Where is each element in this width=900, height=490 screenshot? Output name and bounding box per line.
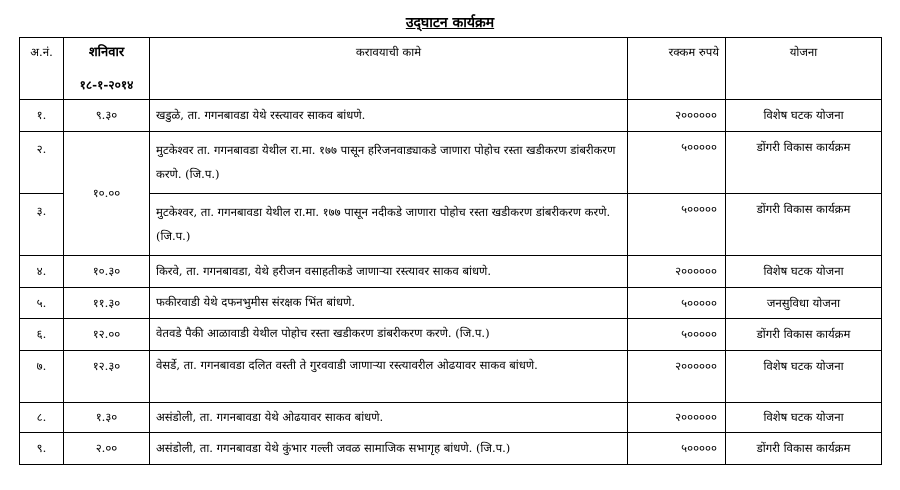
table-row xyxy=(20,100,882,132)
work-cell: किरवे, ता. गगनबावडा, येथे हरीजन वसाहतीकडे जाणाऱ्या रस्त्यावर साकव बांधणे. xyxy=(150,256,628,288)
table-row xyxy=(20,256,882,288)
scheme-cell: डोंगरी विकास कार्यक्रम xyxy=(726,318,882,350)
scheme-cell: विशेष घटक योजना xyxy=(726,256,882,288)
time-cell: १२.०० xyxy=(64,318,150,350)
table-row xyxy=(20,350,882,402)
sr-no-cell: ६. xyxy=(20,318,64,350)
header-day-date xyxy=(64,38,150,100)
work-cell: वेसर्डे, ता. गगनबावडा दलित वस्ती ते गुरववाडी जाणाऱ्या रस्त्यावरील ओढयावर साकव बांधणे. xyxy=(150,350,628,402)
amount-cell: ५००००० xyxy=(628,433,726,465)
amount-cell: ५००००० xyxy=(628,194,726,256)
work-cell: मुटकेश्वर, ता. गगनबावडा येथील रा.मा. १७७ पासून नदीकडे जाणारा पोहोच रस्ता खडीकरण डांबरीकरण करणे. (जि.प.) xyxy=(150,194,628,256)
table-row xyxy=(20,318,882,350)
work-cell: असंडोली, ता. गगनबावडा येथे कुंभार गल्ली जवळ सामाजिक सभागृह बांधणे. (जि.प.) xyxy=(150,433,628,465)
work-cell: असंडोली, ता. गगनबावडा येथे ओढयावर साकव बांधणे. xyxy=(150,402,628,433)
amount-cell: २०००००० xyxy=(628,350,726,402)
amount-cell: २०००००० xyxy=(628,100,726,132)
sr-no-cell: ८. xyxy=(20,402,64,433)
work-cell: मुटकेश्वर ता. गगनबावडा येथील रा.मा. १७७ पासून हरिजनवाड्याकडे जाणारा पोहोच रस्ता खडीकरण डांबरीकरण करणे. (जि.प.) xyxy=(150,132,628,194)
sr-no-cell: २. xyxy=(20,132,64,194)
table-row xyxy=(20,288,882,319)
time-cell: १.३० xyxy=(64,402,150,433)
inauguration-schedule-table xyxy=(19,37,882,465)
time-cell: ९.३० xyxy=(64,100,150,132)
time-cell: १०.०० xyxy=(64,132,150,256)
sr-no-cell: ४. xyxy=(20,256,64,288)
sr-no-cell: ३. xyxy=(20,194,64,256)
header-scheme: योजना xyxy=(726,38,882,100)
sr-no-cell: ९. xyxy=(20,433,64,465)
scheme-cell: डोंगरी विकास कार्यक्रम xyxy=(726,433,882,465)
time-cell: ११.३० xyxy=(64,288,150,319)
table-row xyxy=(20,433,882,465)
header-amount: रक्कम रुपये xyxy=(628,38,726,100)
table-row xyxy=(20,402,882,433)
work-cell: वेतवडे पैकी आळावाडी येथील पोहोच रस्ता खडीकरण डांबरीकरण करणे. (जि.प.) xyxy=(150,318,628,350)
amount-cell: ५००००० xyxy=(628,318,726,350)
scheme-cell: डोंगरी विकास कार्यक्रम xyxy=(726,132,882,194)
amount-cell: २०००००० xyxy=(628,402,726,433)
scheme-cell: विशेष घटक योजना xyxy=(726,100,882,132)
header-sr-no: अ.नं. xyxy=(20,38,64,100)
scheme-cell: विशेष घटक योजना xyxy=(726,350,882,402)
time-cell: २.०० xyxy=(64,433,150,465)
amount-cell: २०००००० xyxy=(628,256,726,288)
header-day: शनिवार xyxy=(88,45,125,60)
table-row xyxy=(20,194,882,256)
work-cell: फकीरवाडी येथे दफनभुमीस संरक्षक भिंत बांधणे. xyxy=(150,288,628,319)
sr-no-cell: १. xyxy=(20,100,64,132)
sr-no-cell: ५. xyxy=(20,288,64,319)
table-header-row xyxy=(20,38,882,100)
time-cell: १०.३० xyxy=(64,256,150,288)
table-row xyxy=(20,132,882,194)
scheme-cell: डोंगरी विकास कार्यक्रम xyxy=(726,194,882,256)
scheme-cell: विशेष घटक योजना xyxy=(726,402,882,433)
scheme-cell: जनसुविधा योजना xyxy=(726,288,882,319)
header-date: १८-१-२०१४ xyxy=(79,77,134,92)
work-cell: खडुळे, ता. गगनबावडा येथे रस्त्यावर साकव बांधणे. xyxy=(150,100,628,132)
time-cell: १२.३० xyxy=(64,350,150,402)
sr-no-cell: ७. xyxy=(20,350,64,402)
document-title: उद्‌घाटन कार्यक्रम xyxy=(405,15,495,31)
header-work: करावयाची कामे xyxy=(150,38,628,100)
amount-cell: ५००००० xyxy=(628,288,726,319)
amount-cell: ५००००० xyxy=(628,132,726,194)
